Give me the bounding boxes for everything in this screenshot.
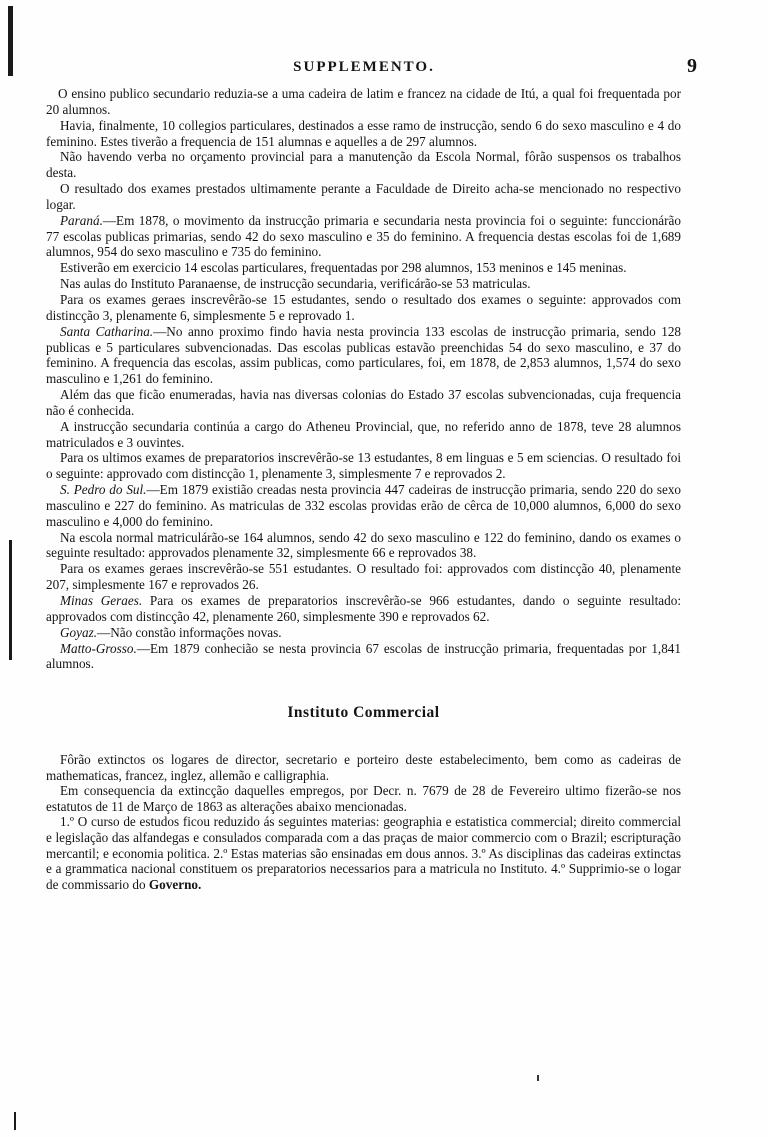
running-title: SUPPLEMENTO.	[293, 59, 435, 75]
paragraph: Para os ultimos exames de preparatorios inscrevêrão-se 13 estudantes, 8 em linguas e 5 em sciencias. O resultado foi o seguinte: approvado com distincção 1, plenamente 3, simplesmente 7 e reprovados 2.	[46, 450, 681, 482]
paragraph-text: Para os exames de preparatorios inscrevêrão-se 966 estudantes, dando o seguinte resultado: approvados com distincção 42, plenamente 260, simplesmente 390 e reprovados 62.	[46, 593, 681, 624]
province-name: Minas Geraes.	[60, 593, 143, 608]
paragraph: Havia, finalmente, 10 collegios particulares, destinados a esse ramo de instrucção, sendo 6 do sexo masculino e 4 do feminino. Estes tiverão a frequencia de 151 alumnas e aquelles a de 297 alumnos.	[46, 117, 681, 149]
paragraph-santa-catharina	[46, 324, 681, 387]
paragraph: Para os exames geraes inscrevêrão-se 15 estudantes, sendo o resultado dos exames o seguinte: approvados com distincção 3, plenamente 6, simplesmente 5 e reprovado 1.	[46, 291, 681, 323]
page-number: 9	[687, 55, 697, 77]
page-header	[45, 55, 697, 81]
province-name: Matto-Grosso.	[60, 640, 137, 656]
paragraph-matto-grosso	[46, 641, 681, 673]
section-heading: Instituto Commercial	[287, 704, 440, 722]
paragraph: Para os exames geraes inscrevêrão-se 551 estudantes. O resultado foi: approvados com distincção 40, plenamente 207, simplesmente 167 e reprovados 26.	[46, 561, 681, 593]
paragraph	[46, 814, 681, 892]
province-name: Goyaz.	[60, 624, 97, 640]
paragraph-text: —Em 1879 existião creadas nesta provincia 447 cadeiras de instrucção primaria, sendo 220 do sexo masculino e 227 do feminino. As matriculas de 332 escolas providas erão de cêrca de 10,000 alumnos, 6,000 do sexo masculino e 4,000 do feminino.	[46, 482, 682, 529]
page-edge-mark	[14, 1112, 16, 1130]
paragraph-goyaz	[46, 625, 681, 641]
paragraph-minas	[46, 593, 681, 625]
paragraph: Nas aulas do Instituto Paranaense, de instrucção secundaria, verificárão-se 53 matriculas.	[60, 276, 531, 292]
page-edge-mark	[9, 540, 12, 660]
paragraph: Além das que ficão enumeradas, havia nas diversas colonias do Estado 37 escolas subvencionadas, cuja frequencia não é conhecida.	[46, 387, 681, 418]
body-text	[46, 86, 681, 892]
print-speck	[537, 1075, 539, 1081]
paragraph-text: —Em 1878, o movimento da instrucção primaria e secundaria nesta provincia foi o seguinte: funccionárão 77 escolas publicas primarias, sendo 42 do sexo masculino e 35 do feminino. A frequencia destas escolas foi de 1,689 alumnos, 954 do sexo masculino e 735 do feminino.	[46, 212, 681, 260]
paragraph-text: 1.º O curso de estudos ficou reduzido ás seguintes materias: geographia e estatistica commercial; direito commercial e legislação das alfandegas e consulados comparada com a das praças de maior commercio com o Brazil; escripturação mercantil; e economia politica. 2.º Estas materias são ensinadas em dous annos. 3.º As disciplinas das cadeiras extinctas e a grammatica nacional constituem os preparatorios necessarios para a matricula no Instituto. 4.º Supprimio-se o logar de commissario do	[46, 814, 681, 892]
paragraph-text: —Em 1879 conhecião se nesta provincia 67 escolas de instrucção primaria, frequentadas por 1,841 alumnos.	[46, 640, 681, 672]
paragraph: O ensino publico secundario reduzia-se a uma cadeira de latim e francez na cidade de Itú, a qual foi frequentada por 20 alumnos.	[46, 86, 681, 117]
province-name: S. Pedro do Sul.	[60, 482, 147, 498]
paragraph: Na escola normal matriculárão-se 164 alumnos, sendo 42 do sexo masculino e 122 do feminino, dando os exames o seguinte resultado: approvados plenamente 32, simplesmente 66 e reprovados 38.	[46, 529, 681, 561]
section-instituto-commercial	[46, 752, 681, 892]
paragraph-text: —Não constão informações novas.	[97, 624, 282, 640]
page-edge-mark	[8, 6, 13, 76]
paragraph-sao-pedro	[46, 482, 681, 530]
paragraph-parana	[46, 213, 681, 261]
paragraph: A instrucção secundaria continúa a cargo do Atheneu Provincial, que, no referido anno de 1878, teve 28 alumnos matriculados e 3 ouvintes.	[46, 418, 681, 450]
paragraph: Em consequencia da extincção daquelles empregos, por Decr. n. 7679 de 28 de Fevereiro ultimo fizerão-se nos estatutos de 11 de Março de 1863 as alterações abaixo mencionadas.	[46, 783, 681, 814]
final-word: Governo.	[148, 876, 202, 892]
province-name: Paraná.	[60, 212, 103, 228]
paragraph: O resultado dos exames prestados ultimamente perante a Faculdade de Direito acha-se mencionado no respectivo logar.	[46, 181, 681, 212]
paragraph: Estiverão em exercicio 14 escolas particulares, frequentadas por 298 alumnos, 153 meninos e 145 meninas.	[60, 260, 627, 276]
paragraph: Não havendo verba no orçamento provincial para a manutenção da Escola Normal, fôrão suspensos os trabalhos desta.	[46, 149, 681, 181]
paragraph-text: —No anno proximo findo havia nesta provincia 133 escolas de instrucção primaria, sendo 128 publicas e 5 particulares subvencionadas. Das escolas publicas estavão preenchidas 54 do sexo masculino, e 37 do feminino. A frequencia das escolas, assim publicas, como particulares, foi, em 1878, de 2,853 alumnos, 1,574 do sexo masculino e 1,261 do feminino.	[46, 323, 682, 387]
province-name: Santa Catharina.	[60, 323, 154, 339]
paragraph: Fôrão extinctos os logares de director, secretario e porteiro deste estabelecimento, bem como as cadeiras de mathematicas, francez, inglez, allemão e calligraphia.	[46, 752, 681, 783]
